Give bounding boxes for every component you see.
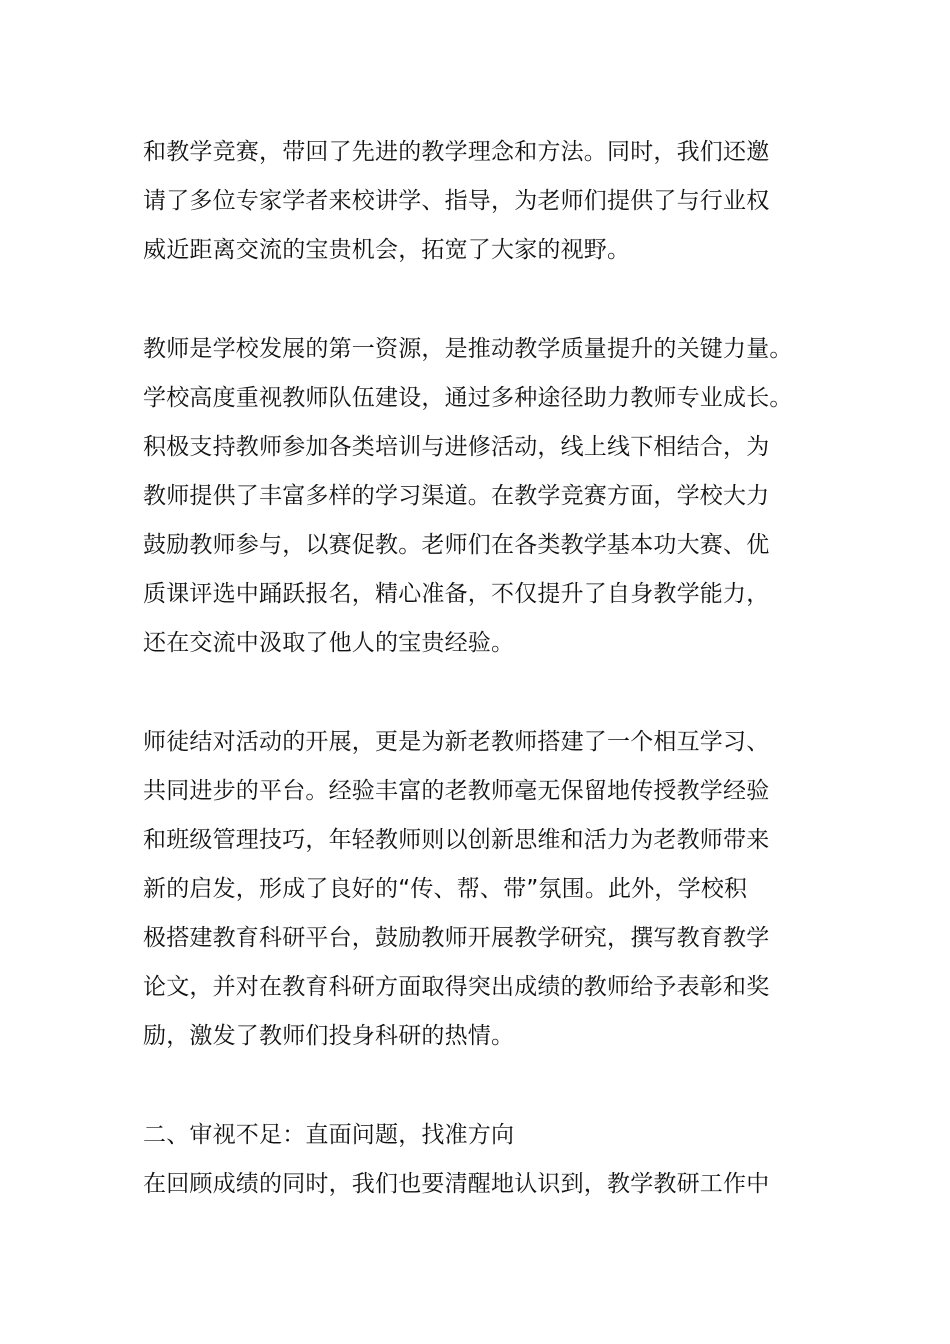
section-block xyxy=(143,1111,823,1209)
paragraph-1 xyxy=(143,128,823,275)
text-line: 共同进步的平台。经验丰富的老教师毫无保留地传授教学经验 xyxy=(143,778,770,804)
text-line: 在回顾成绩的同时，我们也要清醒地认识到，教学教研工作中 xyxy=(143,1171,770,1197)
text-line: 请了多位专家学者来校讲学、指导，为老师们提供了与行业权 xyxy=(143,188,770,214)
text-line: 极搭建教育科研平台，鼓励教师开展教学研究，撰写教育教学 xyxy=(143,925,770,951)
paragraph-3 xyxy=(143,718,823,1061)
text-line: 师徒结对活动的开展，更是为新老教师搭建了一个相互学习、 xyxy=(143,729,770,755)
text-line: 和教学竞赛，带回了先进的教学理念和方法。同时，我们还邀 xyxy=(143,139,770,165)
text-line: 励，激发了教师们投身科研的热情。 xyxy=(143,1023,515,1049)
paragraph-spacer xyxy=(143,275,823,325)
text-line: 教师提供了丰富多样的学习渠道。在教学竞赛方面，学校大力 xyxy=(143,483,770,509)
paragraph-spacer xyxy=(143,1061,823,1111)
text-line: 质课评选中踊跃报名，精心准备，不仅提升了自身教学能力， xyxy=(143,581,770,607)
section-heading: 二、审视不足：直面问题，找准方向 xyxy=(143,1122,515,1148)
text-line: 学校高度重视教师队伍建设，通过多种途径助力教师专业成长。 xyxy=(143,385,793,411)
text-line: 论文，并对在教育科研方面取得突出成绩的教师给予表彰和奖 xyxy=(143,974,770,1000)
text-line: 和班级管理技巧，年轻教师则以创新思维和活力为老教师带来 xyxy=(143,827,770,853)
text-line: 教师是学校发展的第一资源，是推动教学质量提升的关键力量。 xyxy=(143,336,793,362)
text-line: 威近距离交流的宝贵机会，拓宽了大家的视野。 xyxy=(143,237,631,263)
text-line: 还在交流中汲取了他人的宝贵经验。 xyxy=(143,630,515,656)
text-line: 鼓励教师参与，以赛促教。老师们在各类教学基本功大赛、优 xyxy=(143,532,770,558)
text-line: 新的启发，形成了良好的“传、帮、带”氛围。此外，学校积 xyxy=(143,876,748,902)
paragraph-2 xyxy=(143,325,823,668)
paragraph-spacer xyxy=(143,668,823,718)
document-body xyxy=(143,128,823,1209)
text-line: 积极支持教师参加各类培训与进修活动，线上线下相结合，为 xyxy=(143,434,770,460)
